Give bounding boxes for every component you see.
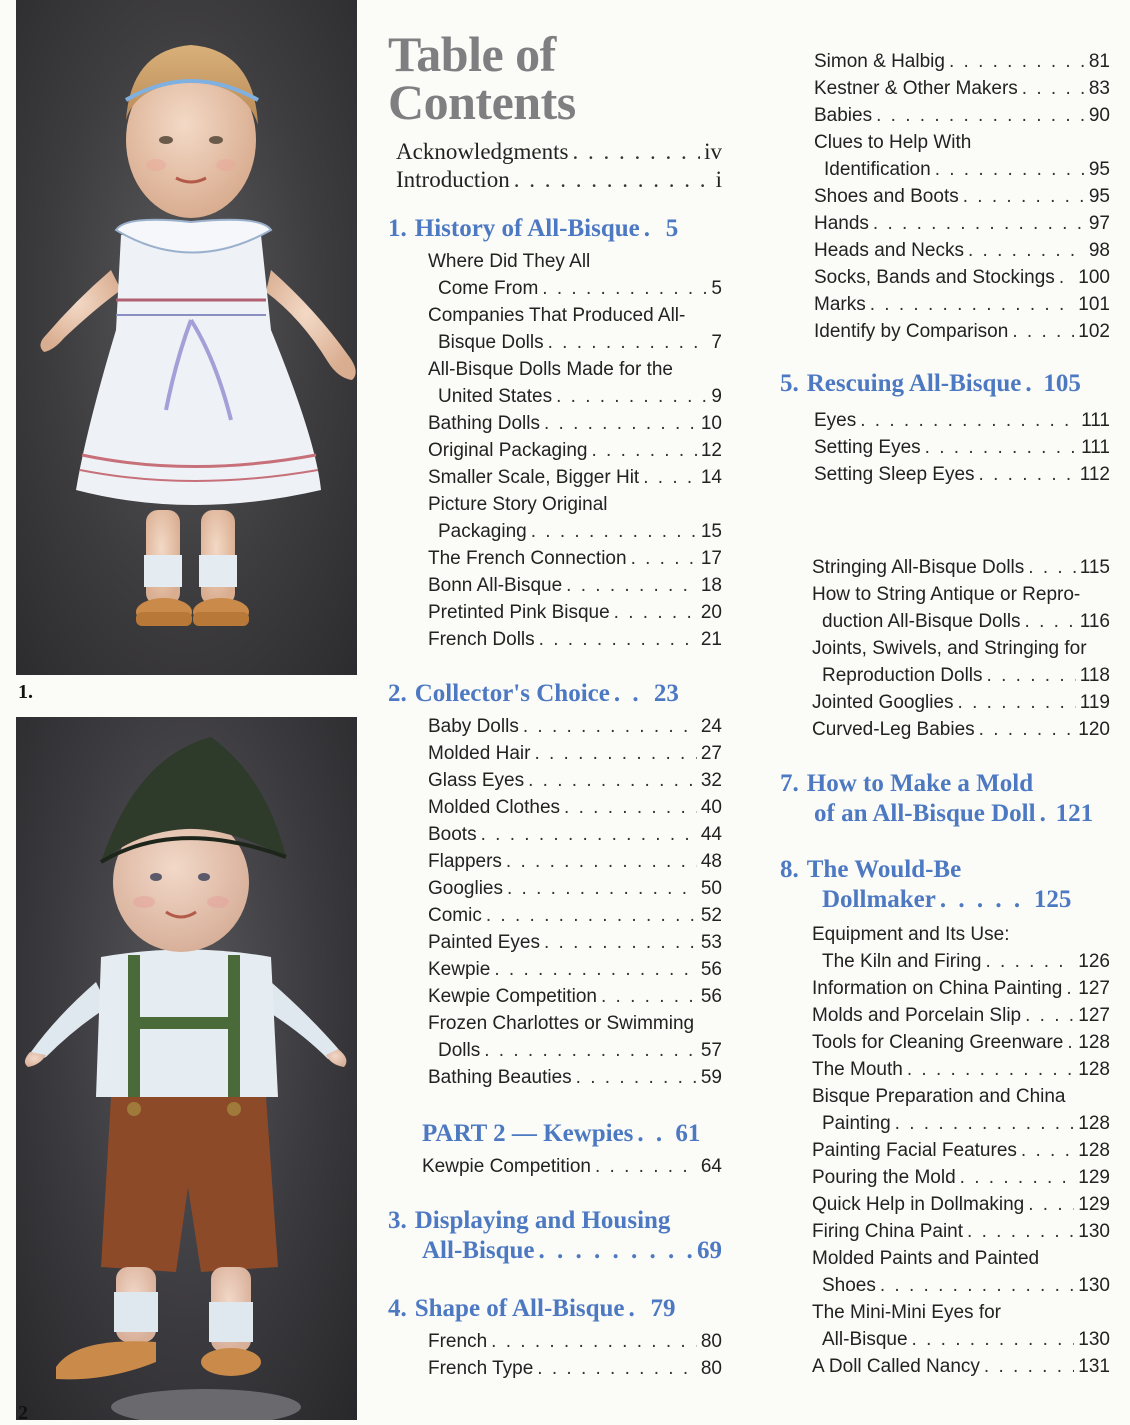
toc-entry: Curved-Leg Babies . . . 120 bbox=[812, 716, 1110, 743]
toc-entry: Setting Sleep Eyes . . . 112 bbox=[814, 461, 1110, 488]
toc-entry: Pretinted Pink Bisque . . . 20 bbox=[388, 599, 722, 626]
toc-entry: Jointed Googlies . . . 119 bbox=[812, 689, 1110, 716]
toc-entry: French . . . 80 bbox=[388, 1328, 722, 1355]
toc-entry: French Dolls . . . 21 bbox=[388, 626, 722, 653]
toc-entry: Stringing All-Bisque Dolls . . . 115 bbox=[812, 554, 1110, 581]
toc-entry: Smaller Scale, Bigger Hit . . . 14 bbox=[388, 464, 722, 491]
toc-entry: Molded Hair . . . 27 bbox=[388, 740, 722, 767]
toc-entry: Molded Clothes . . . 40 bbox=[388, 794, 722, 821]
section-heading-2: 2. Collector's Choice . . . 23 bbox=[388, 679, 722, 709]
toc-entry: Setting Eyes . . . 111 bbox=[814, 434, 1110, 461]
toc-entry: Bonn All-Bisque . . . 18 bbox=[388, 572, 722, 599]
section-heading-5: 5. Rescuing All-Bisque . . . 105 bbox=[780, 369, 1110, 399]
girl-doll-illustration bbox=[16, 0, 357, 675]
section-heading-1: 1. History of All-Bisque . . . 5 bbox=[388, 214, 722, 244]
toc-entry: Molded Paints and Painted Shoes . . . 130 bbox=[812, 1245, 1110, 1299]
toc-entry: Tools for Cleaning Greenware . . . 128 bbox=[812, 1029, 1110, 1056]
toc-entry: Acknowledgments . . . iv bbox=[388, 138, 722, 166]
toc-entry: Bathing Beauties . . . 59 bbox=[388, 1064, 722, 1091]
boy-doll-illustration bbox=[16, 717, 357, 1420]
section-heading-3: 3. Displaying and Housing All-Bisque . . . 69 bbox=[388, 1206, 722, 1266]
toc-entry: Pouring the Mold . . . 129 bbox=[812, 1164, 1110, 1191]
toc-entry: Painting Facial Features . . . 128 bbox=[812, 1137, 1110, 1164]
page-title: Table of Contents bbox=[388, 26, 576, 130]
section-heading-4: 4. Shape of All-Bisque . . . 79 bbox=[388, 1294, 722, 1324]
toc-entry: Boots . . . 44 bbox=[388, 821, 722, 848]
toc-column-right bbox=[780, 48, 1110, 1380]
toc-entry: Flappers . . . 48 bbox=[388, 848, 722, 875]
toc-entry: A Doll Called Nancy . . . 131 bbox=[812, 1353, 1110, 1380]
toc-entry: Introduction . . . i bbox=[388, 166, 722, 194]
toc-entry: Glass Eyes . . . 32 bbox=[388, 767, 722, 794]
toc-entry: Quick Help in Dollmaking . . . 129 bbox=[812, 1191, 1110, 1218]
toc-entry: Where Did They All Come From . . . 5 bbox=[388, 248, 722, 302]
toc-entry: Identify by Comparison . . . 102 bbox=[814, 318, 1110, 345]
figure-label-2: 2 bbox=[18, 1402, 28, 1424]
toc-entry: The Mouth . . . 128 bbox=[812, 1056, 1110, 1083]
doll-photo-boy bbox=[16, 717, 357, 1420]
toc-entry: Shoes and Boots . . . 95 bbox=[814, 183, 1110, 210]
toc-entry: Equipment and Its Use: The Kiln and Firing . . . 126 bbox=[812, 921, 1110, 975]
toc-entry: All-Bisque Dolls Made for the United States . . . 9 bbox=[388, 356, 722, 410]
toc-entry: The Mini-Mini Eyes for All-Bisque . . . 130 bbox=[812, 1299, 1110, 1353]
section-heading-7: 7. How to Make a Mold of an All-Bisque Doll . . . 121 bbox=[780, 769, 1110, 829]
toc-entry: Painted Eyes . . . 53 bbox=[388, 929, 722, 956]
toc-entry: Socks, Bands and Stockings . . . 100 bbox=[814, 264, 1110, 291]
toc-entry: Kestner & Other Makers . . . 83 bbox=[814, 75, 1110, 102]
toc-entry: Eyes . . . 111 bbox=[814, 407, 1110, 434]
toc-entry: Original Packaging . . . 12 bbox=[388, 437, 722, 464]
toc-entry: How to String Antique or Repro- duction All-Bisque Dolls . . . 116 bbox=[812, 581, 1110, 635]
toc-entry: Companies That Produced All- Bisque Dolls . . . 7 bbox=[388, 302, 722, 356]
toc-entry: Comic . . . 52 bbox=[388, 902, 722, 929]
toc-entry: Googlies . . . 50 bbox=[388, 875, 722, 902]
toc-entry: Kewpie Competition . . . 64 bbox=[388, 1153, 722, 1180]
toc-entry: Hands . . . 97 bbox=[814, 210, 1110, 237]
toc-entry: French Type . . . 80 bbox=[388, 1355, 722, 1382]
toc-entry: Information on China Painting . . . 127 bbox=[812, 975, 1110, 1002]
toc-entry: Baby Dolls . . . 24 bbox=[388, 713, 722, 740]
toc-entry: Molds and Porcelain Slip . . . 127 bbox=[812, 1002, 1110, 1029]
toc-entry: Simon & Halbig . . . 81 bbox=[814, 48, 1110, 75]
toc-entry: Frozen Charlottes or Swimming Dolls . . . 57 bbox=[388, 1010, 722, 1064]
section-heading-8: 8. The Would-Be Dollmaker . . . 125 bbox=[780, 855, 1110, 915]
toc-entry: Marks . . . 101 bbox=[814, 291, 1110, 318]
toc-entry: Clues to Help With Identification . . . 95 bbox=[814, 129, 1110, 183]
figure-label-1: 1. bbox=[18, 681, 33, 703]
toc-entry: Firing China Paint . . . 130 bbox=[812, 1218, 1110, 1245]
toc-entry: Heads and Necks . . . 98 bbox=[814, 237, 1110, 264]
toc-entry: Picture Story Original Packaging . . . 15 bbox=[388, 491, 722, 545]
toc-entry: Joints, Swivels, and Stringing for Reproduction Dolls . . . 118 bbox=[812, 635, 1110, 689]
toc-entry: Kewpie . . . 56 bbox=[388, 956, 722, 983]
doll-photo-girl bbox=[16, 0, 357, 675]
toc-entry: Babies . . . 90 bbox=[814, 102, 1110, 129]
part2-heading: PART 2 — Kewpies . . . 61 bbox=[388, 1119, 722, 1149]
toc-entry: Bathing Dolls . . . 10 bbox=[388, 410, 722, 437]
toc-entry: Bisque Preparation and China Painting . . . 128 bbox=[812, 1083, 1110, 1137]
toc-entry: Kewpie Competition . . . 56 bbox=[388, 983, 722, 1010]
toc-entry: The French Connection . . . 17 bbox=[388, 545, 722, 572]
toc-column-left bbox=[388, 26, 722, 1382]
